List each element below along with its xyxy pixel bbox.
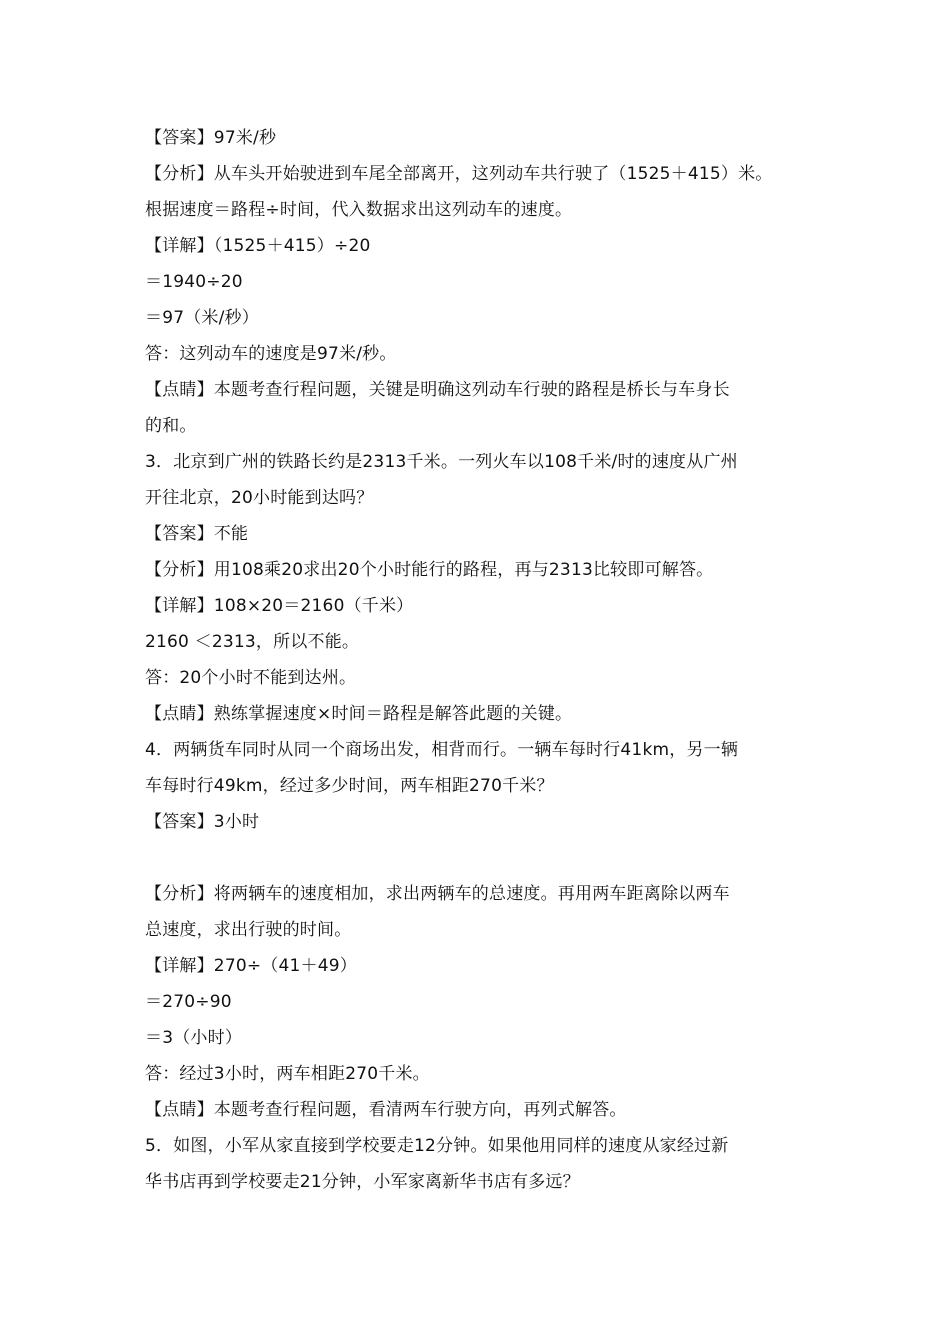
q4-analysis-line-2: 总速度，求出行驶的时间。 xyxy=(145,920,352,940)
q3-answer: 【答案】不能 xyxy=(145,524,249,544)
q2-comment-line-2: 的和。 xyxy=(145,416,197,436)
q4-reply: 答：经过3小时，两车相距270千米。 xyxy=(145,1064,430,1084)
q4-question-line-2: 车每时行49km，经过多少时间，两车相距270千米？ xyxy=(145,776,554,796)
q3-analysis: 【分析】用108乘20求出20个小时能行的路程，再与2313比较即可解答。 xyxy=(145,560,714,580)
q3-detail-line-1: 【详解】108×20＝2160（千米） xyxy=(145,596,414,616)
q3-question-line-2: 开往北京，20小时能到达吗？ xyxy=(145,488,374,508)
q4-analysis-line-1: 【分析】将两辆车的速度相加，求出两辆车的总速度。再用两车距离除以两车 xyxy=(145,884,730,904)
q5-question-line-2: 华书店再到学校要走21分钟，小军家离新华书店有多远？ xyxy=(145,1172,580,1192)
q4-answer: 【答案】3小时 xyxy=(145,812,260,832)
q4-detail-line-1: 【详解】270÷（41＋49） xyxy=(145,956,357,976)
q4-comment: 【点睛】本题考查行程问题，看清两车行驶方向，再列式解答。 xyxy=(145,1100,627,1120)
q2-comment-line-1: 【点睛】本题考查行程问题，关键是明确这列动车行驶的路程是桥长与车身长 xyxy=(145,380,730,400)
q2-analysis-line-1: 【分析】从车头开始驶进到车尾全部离开，这列动车共行驶了（1525＋415）米。 xyxy=(145,164,773,184)
q2-answer: 【答案】97米/秒 xyxy=(145,128,277,148)
q4-detail-line-3: ＝3（小时） xyxy=(145,1028,243,1048)
q4-question-line-1: 4．两辆货车同时从同一个商场出发，相背而行。一辆车每时行41km，另一辆 xyxy=(145,740,739,760)
q2-detail-line-3: ＝97（米/秒） xyxy=(145,308,259,328)
q5-question-line-1: 5．如图，小军从家直接到学校要走12分钟。如果他用同样的速度从家经过新 xyxy=(145,1136,729,1156)
q4-detail-line-2: ＝270÷90 xyxy=(145,992,232,1012)
q3-comment: 【点睛】熟练掌握速度×时间＝路程是解答此题的关键。 xyxy=(145,704,573,724)
q2-detail-line-2: ＝1940÷20 xyxy=(145,272,243,292)
q2-analysis-line-2: 根据速度＝路程÷时间，代入数据求出这列动车的速度。 xyxy=(145,200,573,220)
q3-reply: 答：20个小时不能到达州。 xyxy=(145,668,357,688)
q2-reply: 答：这列动车的速度是97米/秒。 xyxy=(145,344,397,364)
q3-question-line-1: 3．北京到广州的铁路长约是2313千米。一列火车以108千米/时的速度从广州 xyxy=(145,452,738,472)
q3-detail-line-2: 2160 ＜2313，所以不能。 xyxy=(145,632,360,652)
q2-detail-line-1: 【详解】（1525＋415）÷20 xyxy=(145,236,371,256)
